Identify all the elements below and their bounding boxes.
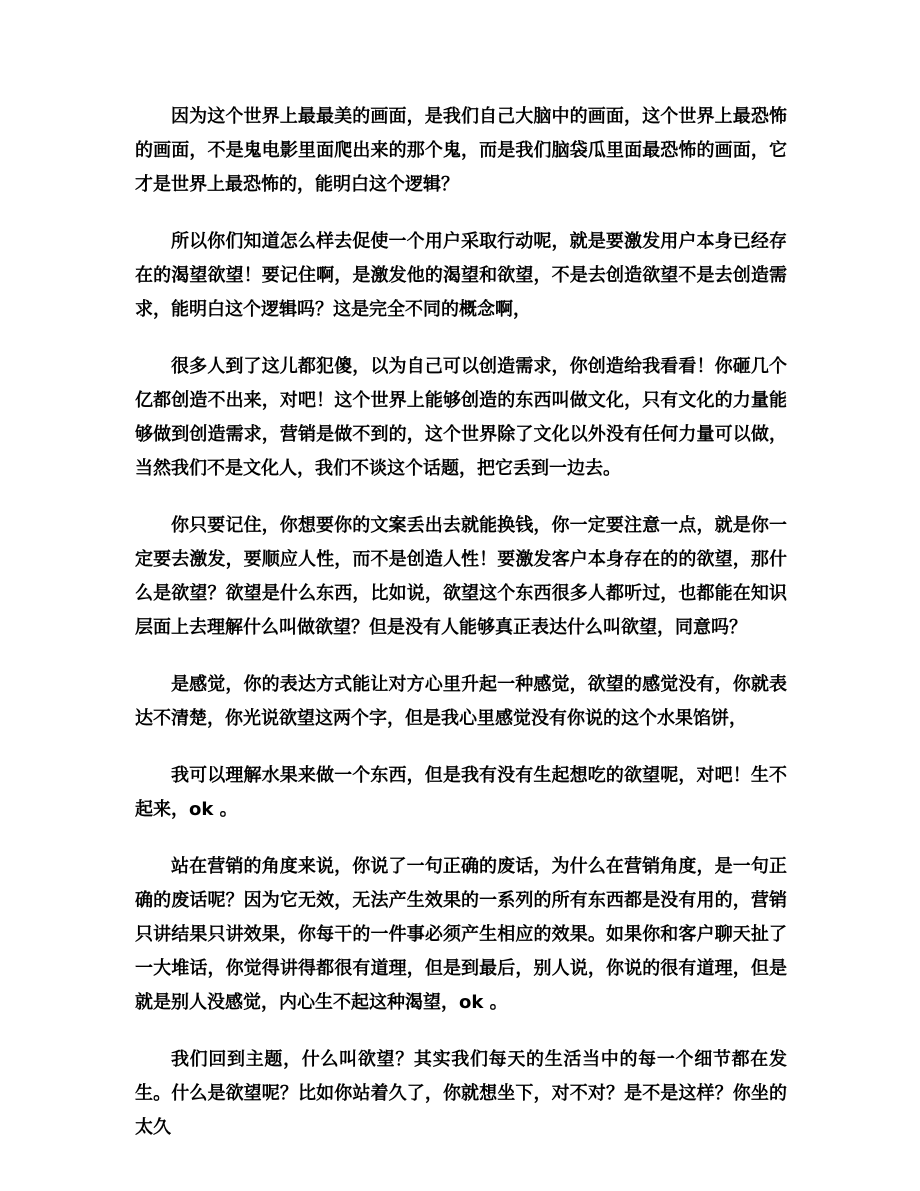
- paragraph-7: 站在营销的角度来说，你说了一句正确的废话，为什么在营销角度，是一句正确的废话呢？因为它无效，无法产生效果的一系列的所有东西都是没有用的，营销只讲结果只讲效果，你每干的一件事必须产生相应的效果。如果你和客户聊天扯了一大堆话，你觉得讲得都很有道理，但是到最后，别人说，你说的很有道理，但是就是别人没感觉，内心生不起这种渴望，ok 。: [135, 856, 787, 1013]
- paragraph-2: 所以你们知道怎么样去促使一个用户采取行动呢，就是要激发用户本身已经存在的渴望欲望！要记住啊，是激发他的渴望和欲望，不是去创造欲望不是去创造需求，能明白这个逻辑吗？这是完全不同的概念啊，: [135, 231, 787, 320]
- paragraph-6: 我可以理解水果来做一个东西，但是我有没有生起想吃的欲望呢，对吧！生不起来，ok 。: [135, 765, 787, 820]
- document-page: [135, 100, 787, 1168]
- paragraph-5: 是感觉，你的表达方式能让对方心里升起一种感觉，欲望的感觉没有，你就表达不清楚，你光说欲望这两个字，但是我心里感觉没有你说的这个水果馅饼，: [135, 674, 787, 729]
- paragraph-8: 我们回到主题，什么叫欲望？其实我们每天的生活当中的每一个细节都在发生。什么是欲望呢？比如你站着久了，你就想坐下，对不对？是不是这样？你坐的太久: [135, 1049, 787, 1138]
- paragraph-3: 很多人到了这儿都犯傻，以为自己可以创造需求，你创造给我看看！你砸几个亿都创造不出来，对吧！这个世界上能够创造的东西叫做文化，只有文化的力量能够做到创造需求，营销是做不到的，这个世界除了文化以外没有任何力量可以做，当然我们不是文化人，我们不谈这个话题，把它丢到一边去。: [135, 356, 787, 479]
- paragraph-1: 因为这个世界上最最美的画面，是我们自己大脑中的画面，这个世界上最恐怖的画面，不是鬼电影里面爬出来的那个鬼，而是我们脑袋瓜里面最恐怖的画面，它才是世界上最恐怖的，能明白这个逻辑？: [135, 106, 787, 195]
- paragraph-4: 你只要记住，你想要你的文案丢出去就能换钱，你一定要注意一点，就是你一定要去激发，要顺应人性，而不是创造人性！要激发客户本身存在的的欲望，那什么是欲望？欲望是什么东西，比如说，欲望这个东西很多人都听过，也都能在知识层面上去理解什么叫做欲望？但是没有人能够真正表达什么叫欲望，同意吗？: [135, 515, 787, 638]
